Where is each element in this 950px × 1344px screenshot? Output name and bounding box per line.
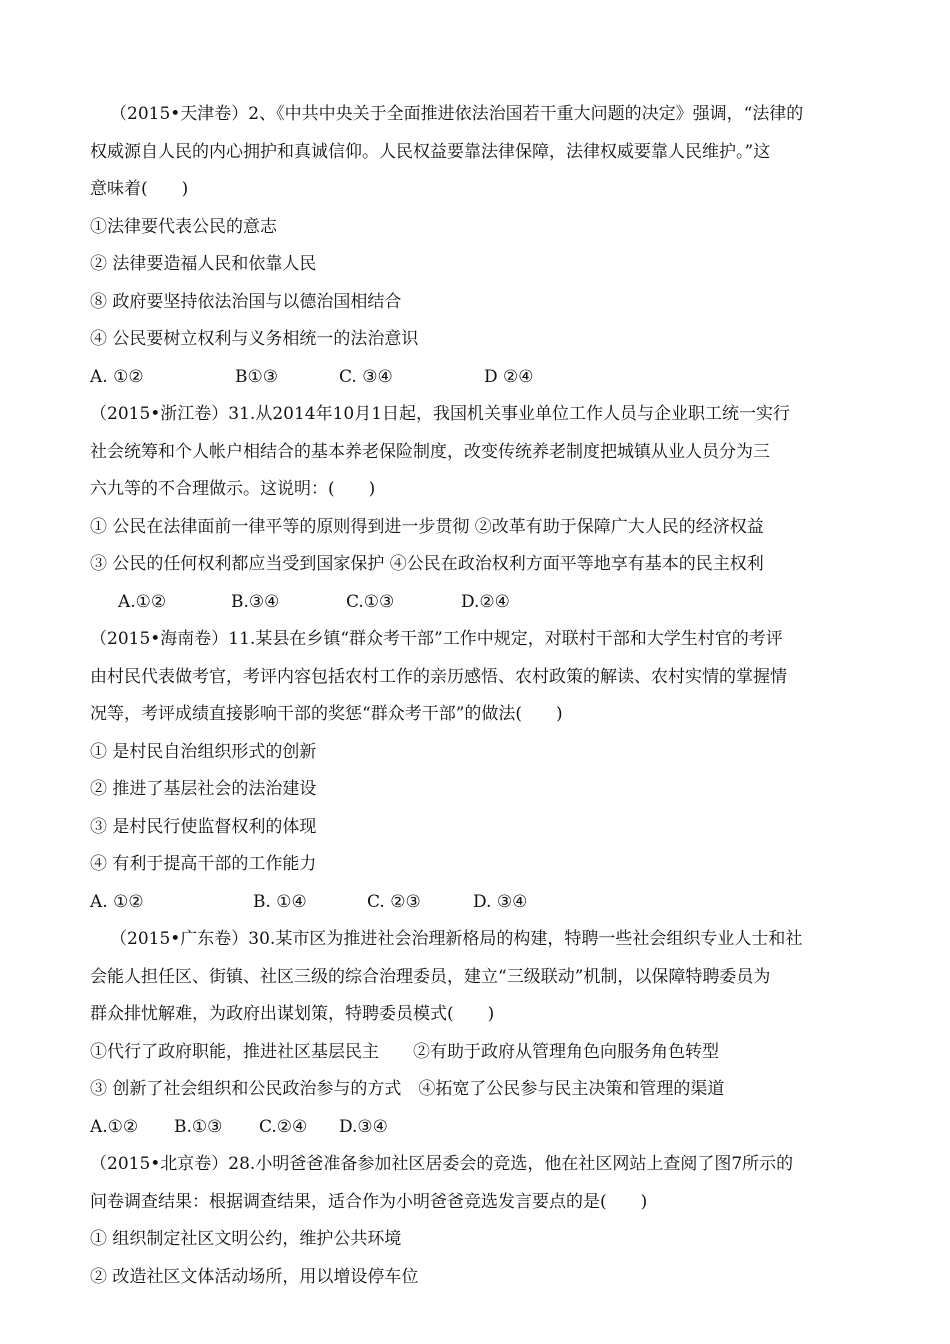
option-b: B.①③	[174, 1116, 223, 1137]
question-stem-line: 群众排忧解难，为政府出谋划策，特聘委员模式( )	[90, 1004, 495, 1024]
statement-item: ① 组织制定社区文明公约，维护公共环境	[90, 1229, 402, 1249]
statement-item: ①代行了政府职能，推进社区基层民主 ②有助于政府从管理角色向服务角色转型	[90, 1041, 719, 1062]
question-stem-line: 会能人担任区、街镇、社区三级的综合治理委员，建立“三级联动”机制，以保障特聘委员为	[90, 966, 771, 987]
question-stem-line: 由村民代表做考官，考评内容包括农村工作的亲历感悟、农村政策的解读、农村实情的掌握情	[90, 666, 787, 687]
statement-item: ② 推进了基层社会的法治建设	[90, 779, 317, 799]
option-c: C. ②③	[367, 891, 421, 912]
statement-item: ② 法律要造福人民和依靠人民	[90, 254, 317, 274]
statement-item: ⑧ 政府要坚持依法治国与以德治国相结合	[90, 291, 402, 312]
statement-item: ① 是村民自治组织形式的创新	[90, 741, 317, 762]
question-zhejiang	[90, 396, 860, 621]
question-stem-line: 意味着( )	[90, 179, 189, 199]
question-stem-line: （2015•浙江卷）31.从2014年10月1日起，我国机关事业单位工作人员与企业职工统一实行	[90, 404, 791, 424]
option-d: D.②④	[461, 591, 510, 612]
answer-options	[90, 884, 860, 922]
option-a: A.①②	[90, 1116, 139, 1137]
statement-item: ④ 有利于提高干部的工作能力	[90, 854, 317, 874]
statement-item: ①法律要代表公民的意志	[90, 216, 277, 237]
question-stem-line: （2015•北京卷）28.小明爸爸准备参加社区居委会的竞选，他在社区网站上查阅了图7所示的	[90, 1154, 794, 1174]
question-stem-line: （2015•海南卷）11.某县在乡镇“群众考干部”工作中规定，对联村干部和大学生村官的考评	[90, 629, 783, 649]
question-stem-line: （2015•广东卷）30.某市区为推进社会治理新格局的构建，特聘一些社会组织专业人士和社	[110, 929, 803, 949]
option-d: D ②④	[484, 366, 534, 387]
statement-item: ③ 公民的任何权利都应当受到国家保护 ④公民在政治权利方面平等地享有基本的民主权利	[90, 554, 764, 574]
option-b: B. ①④	[253, 891, 307, 912]
answer-options	[90, 1109, 860, 1147]
statement-item: ① 公民在法律面前一律平等的原则得到进一步贯彻 ②改革有助于保障广大人民的经济权益	[90, 516, 764, 537]
question-hainan	[90, 621, 860, 921]
option-d: D.③④	[339, 1116, 388, 1137]
statement-item: ④ 公民要树立权利与义务相统一的法治意识	[90, 329, 419, 349]
option-a: A. ①②	[90, 366, 144, 387]
statement-item: ② 改造社区文体活动场所，用以增设停车位	[90, 1266, 419, 1287]
option-a: A. ①②	[90, 891, 144, 912]
question-stem-line: 况等，考评成绩直接影响干部的奖惩“群众考干部”的做法( )	[90, 704, 563, 724]
question-stem-line: 社会统筹和个人帐户相结合的基本养老保险制度，改变传统养老制度把城镇从业人员分为三	[90, 441, 770, 462]
option-b: B.③④	[231, 591, 280, 612]
question-stem-line: 六九等的不合理做示。这说明：( )	[90, 479, 376, 499]
question-tianjin	[90, 96, 860, 396]
statement-item: ③ 创新了社会组织和公民政治参与的方式 ④拓宽了公民参与民主决策和管理的渠道	[90, 1079, 725, 1099]
question-stem-line: （2015•天津卷）2、《中共中央关于全面推进依法治国若干重大问题的决定》强调，“法律的	[110, 104, 804, 124]
option-a: A.①②	[118, 591, 167, 612]
statement-item: ③ 是村民行使监督权利的体现	[90, 816, 317, 837]
question-stem-line: 问卷调查结果：根据调查结果，适合作为小明爸爸竞选发言要点的是( )	[90, 1191, 648, 1212]
option-d: D. ③④	[473, 891, 528, 912]
question-beijing	[90, 1146, 860, 1296]
option-b: B①③	[235, 366, 278, 387]
question-guangdong	[90, 921, 860, 1146]
option-c: C. ③④	[339, 366, 393, 387]
answer-options	[90, 359, 860, 397]
option-c: C.②④	[259, 1116, 308, 1137]
question-stem-line: 权威源自人民的内心拥护和真诚信仰。人民权益要靠法律保障，法律权威要靠人民维护。”这	[90, 141, 771, 162]
option-c: C.①③	[346, 591, 395, 612]
answer-options	[90, 584, 860, 622]
